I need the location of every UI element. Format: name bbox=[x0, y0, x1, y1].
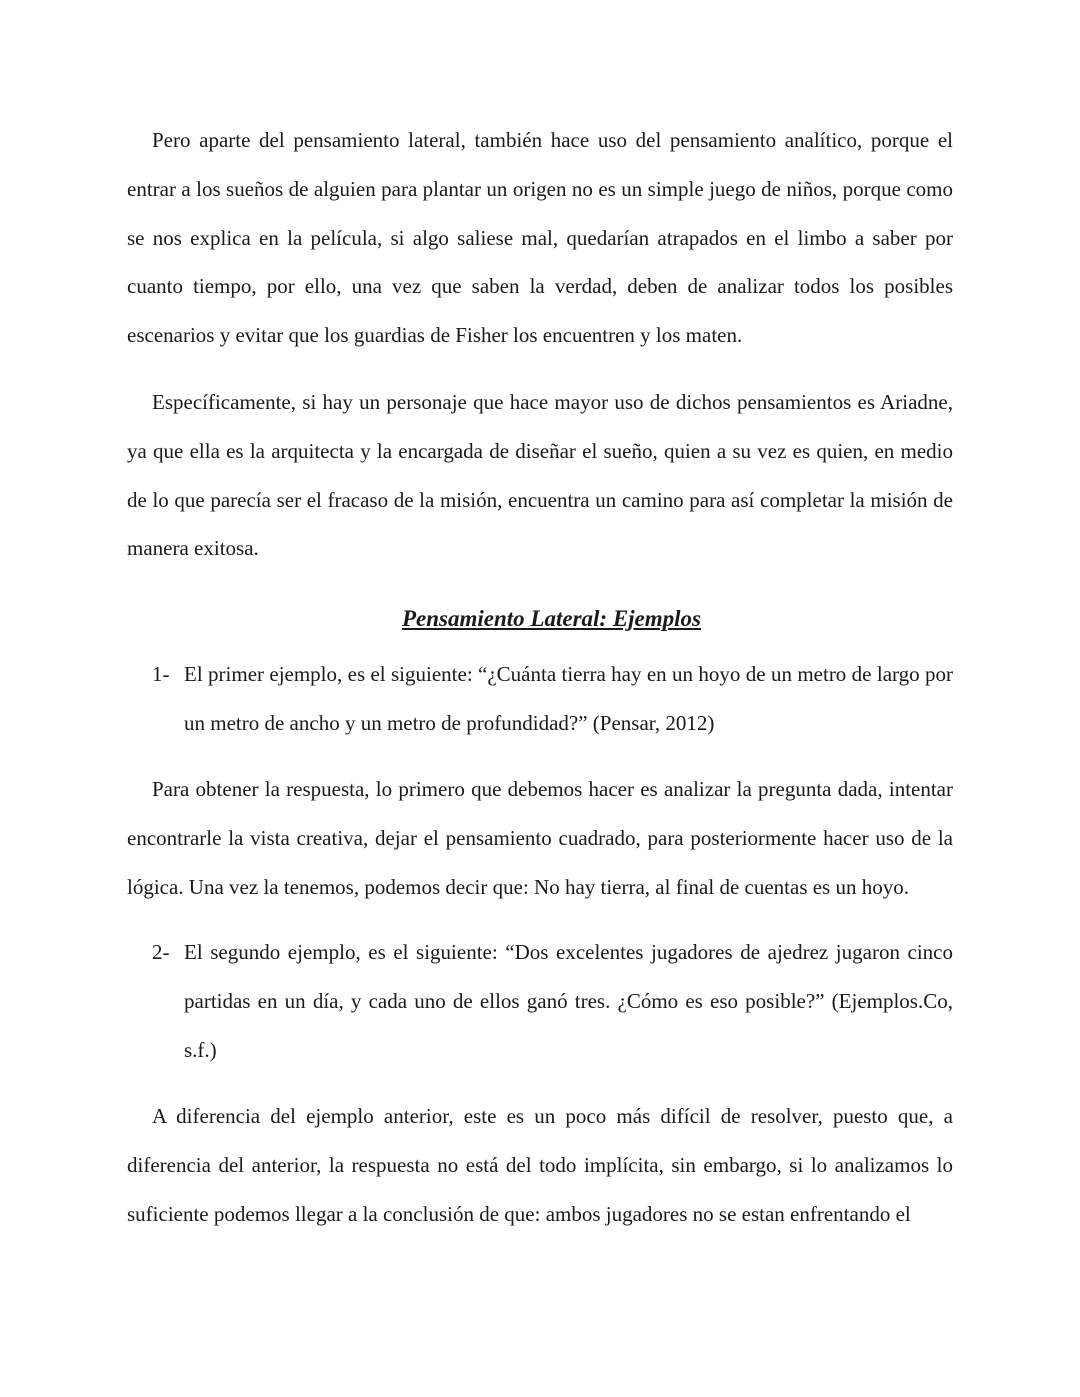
paragraph-example-1-answer: Para obtener la respuesta, lo primero que debemos hacer es analizar la pregunta dada, intentar encontrarle la vista creativa, dejar el pensamiento cuadrado, para posteriormente hacer uso de la lógica. Una vez la tenemos, podemos decir que: No hay tierra, al final de cuentas es un hoyo. bbox=[127, 777, 953, 899]
section-heading: Pensamiento Lateral: Ejemplos bbox=[402, 606, 701, 631]
paragraph-analytical-thinking: Pero aparte del pensamiento lateral, también hace uso del pensamiento analítico, porque el entrar a los sueños de alguien para plantar un origen no es un simple juego de niños, porque como se nos explica en la película, si algo saliese mal, quedarían atrapados en el limbo a saber por cuanto tiempo, por ello, una vez que saben la verdad, deben de analizar todos los posibles escenarios y evitar que los guardias de Fisher los encuentren y los maten. bbox=[127, 128, 953, 348]
list-item-text: El segundo ejemplo, es el siguiente: “Dos excelentes jugadores de ajedrez jugaron cinco partidas en un día, y cada uno de ellos ganó tres. ¿Cómo es eso posible?” (Ejemplos.Co, s.f.) bbox=[184, 940, 953, 1062]
list-item-number: 2- bbox=[152, 940, 170, 964]
paragraph-example-2-answer: A diferencia del ejemplo anterior, este es un poco más difícil de resolver, puesto que, a diferencia del anterior, la respuesta no está del todo implícita, sin embargo, si lo analizamos lo suficiente podemos llegar a la conclusión de que: ambos jugadores no se estan enfrentando el bbox=[127, 1104, 953, 1226]
list-item-example-1 bbox=[152, 650, 953, 748]
list-item-number: 1- bbox=[152, 662, 170, 686]
list-item-example-2 bbox=[152, 928, 953, 1075]
list-item-text: El primer ejemplo, es el siguiente: “¿Cuánta tierra hay en un hoyo de un metro de largo por un metro de ancho y un metro de profundidad?” (Pensar, 2012) bbox=[184, 662, 953, 735]
paragraph-ariadne: Específicamente, si hay un personaje que hace mayor uso de dichos pensamientos es Ariadne, ya que ella es la arquitecta y la encargada de diseñar el sueño, quien a su vez es quien, en medio de lo que parecía ser el fracaso de la misión, encuentra un camino para así completar la misión de manera exitosa. bbox=[127, 390, 953, 561]
